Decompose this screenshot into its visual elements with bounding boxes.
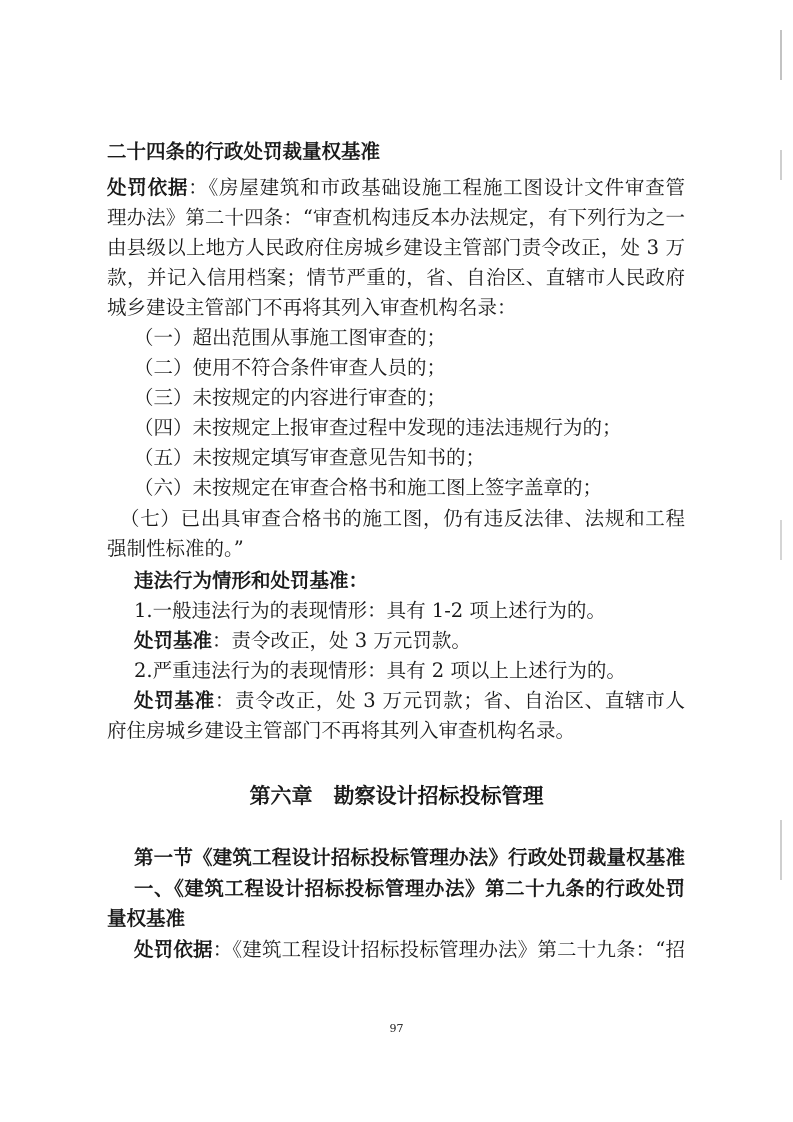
penalty-standard-2-line-2: 府住房城乡建设主管部门不再将其列入审查机构名录。: [107, 719, 576, 742]
scan-edge-mark: [780, 30, 782, 80]
list-item-7-line-2: 强制性标准的。”: [107, 537, 244, 560]
basis-paragraph-line-5: 城乡建设主管部门不再将其列入审查机构名录：: [107, 296, 517, 319]
section-title: 第一节《建筑工程设计招标投标管理办法》行政处罚裁量权基准: [134, 846, 685, 869]
subsection-title-line-1: 一、《建筑工程设计招标投标管理办法》第二十九条的行政处罚: [134, 877, 685, 900]
penalty-text-2: ：责令改正，处 3 万元罚款；省、自治区、直辖市人: [214, 689, 685, 712]
violation-heading: 违法行为情形和处罚基准：: [134, 569, 369, 592]
basis-paragraph-line-2: 理办法》第二十四条：“审查机构违反本办法规定，有下列行为之一: [107, 206, 685, 229]
serious-violation: 2.严重违法行为的表现情形：具有 2 项以上上述行为的。: [134, 659, 626, 682]
list-item-7-line-1: （七）已出具审查合格书的施工图，仍有违反法律、法规和工程: [120, 507, 685, 530]
basis-label: 处罚依据: [107, 176, 189, 199]
penalty-standard-2-line-1: [134, 686, 685, 716]
scan-edge-mark: [780, 820, 782, 880]
subsection-title-line-2: 量权基准: [107, 907, 186, 930]
basis-2-label: 处罚依据: [134, 938, 213, 961]
page-number: 97: [389, 1022, 404, 1035]
penalty-standard-1: [134, 626, 471, 656]
penalty-text-1: ：责令改正，处 3 万元罚款。: [212, 629, 471, 652]
penalty-label-1: 处罚基准: [134, 629, 213, 652]
list-item-1: （一）超出范围从事施工图审查的；: [134, 326, 447, 349]
list-item-4: （四）未按规定上报审查过程中发现的违法违规行为的；: [134, 416, 622, 439]
basis-paragraph-line-3: 由县级以上地方人民政府住房城乡建设主管部门责令改正，处 3 万: [107, 236, 685, 259]
basis-paragraph-line-1: [107, 173, 685, 203]
list-item-5: （五）未按规定填写审查意见告知书的；: [134, 446, 486, 469]
basis-2-line: [134, 935, 685, 965]
scan-edge-mark: [780, 150, 782, 180]
article-heading: 二十四条的行政处罚裁量权基准: [107, 140, 381, 163]
list-item-2: （二）使用不符合条件审查人员的；: [134, 356, 447, 379]
basis-text-1: ：《房屋建筑和市政基础设施工程施工图设计文件审查管: [188, 176, 685, 199]
general-violation: 1.一般违法行为的表现情形：具有 1-2 项上述行为的。: [134, 599, 606, 622]
chapter-title: 第六章 勘察设计招标投标管理: [249, 784, 544, 808]
basis-paragraph-line-4: 款，并记入信用档案；情节严重的，省、自治区、直辖市人民政府: [107, 266, 685, 289]
list-item-3: （三）未按规定的内容进行审查的；: [134, 386, 447, 409]
basis-2-text: ：《建筑工程设计招标投标管理办法》第二十九条：“招: [212, 938, 685, 961]
list-item-6: （六）未按规定在审查合格书和施工图上签字盖章的；: [134, 476, 603, 499]
penalty-label-2: 处罚基准: [134, 689, 215, 712]
scan-edge-mark: [780, 520, 782, 560]
